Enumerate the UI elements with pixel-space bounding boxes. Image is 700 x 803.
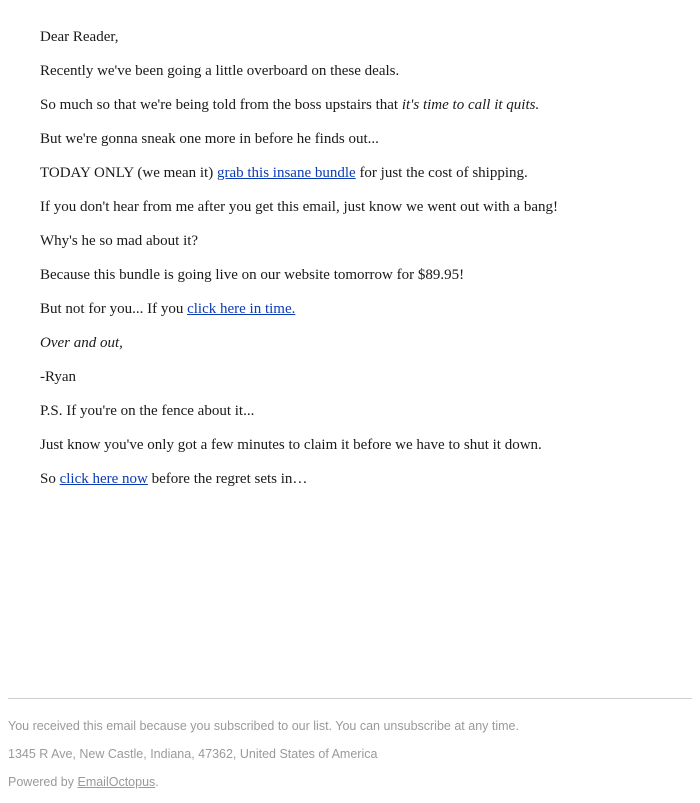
powered-by <box>8 772 692 792</box>
paragraph-boss <box>40 95 680 115</box>
signature: -Ryan <box>40 369 77 385</box>
paragraph-not-for-you <box>40 299 680 319</box>
paragraph-few-minutes: Just know you've only got a few minutes to claim it before we have to shut it down. <box>40 437 542 453</box>
click-here-in-time-link[interactable]: click here in time. <box>187 301 296 317</box>
greeting: Dear Reader, <box>40 29 119 45</box>
paragraph-why-mad: Why's he so mad about it? <box>40 233 199 249</box>
not-for-you-text: But not for you... If you <box>40 301 188 317</box>
postscript: P.S. If you're on the fence about it... <box>40 403 255 419</box>
footer-divider <box>8 698 692 699</box>
click-here-now-link[interactable]: click here now <box>59 471 148 487</box>
paragraph-boss-text: So much so that we're being told from the boss upstairs that <box>40 97 402 113</box>
powered-by-suffix: . <box>155 775 159 789</box>
paragraph-deals: Recently we've been going a little overboard on these deals. <box>40 63 400 79</box>
paragraph-boss-italic: it's time to call it quits. <box>401 97 540 113</box>
click-now-suffix: before the regret sets in… <box>147 471 308 487</box>
paragraph-today-only <box>40 163 680 183</box>
subscription-notice: You received this email because you subscribed to our list. You can unsubscribe at any time. <box>8 719 519 733</box>
powered-by-prefix: Powered by <box>8 775 78 789</box>
signoff-text: Over and out, <box>40 335 123 351</box>
paragraph-click-now <box>40 469 680 489</box>
email-body <box>40 27 680 503</box>
company-address: 1345 R Ave, New Castle, Indiana, 47362, United States of America <box>8 747 378 761</box>
click-now-prefix: So <box>40 471 60 487</box>
signoff <box>40 333 680 353</box>
today-only-after: for just the cost of shipping. <box>355 165 528 181</box>
emailoctopus-link[interactable]: EmailOctopus <box>77 775 156 789</box>
paragraph-price: Because this bundle is going live on our website tomorrow for $89.95! <box>40 267 465 283</box>
email-footer <box>8 716 692 800</box>
grab-bundle-link[interactable]: grab this insane bundle <box>216 165 356 181</box>
paragraph-bang: If you don't hear from me after you get this email, just know we went out with a bang! <box>40 199 558 215</box>
paragraph-sneak: But we're gonna sneak one more in before he finds out... <box>40 131 379 147</box>
today-only-text: TODAY ONLY (we mean it) <box>40 165 217 181</box>
